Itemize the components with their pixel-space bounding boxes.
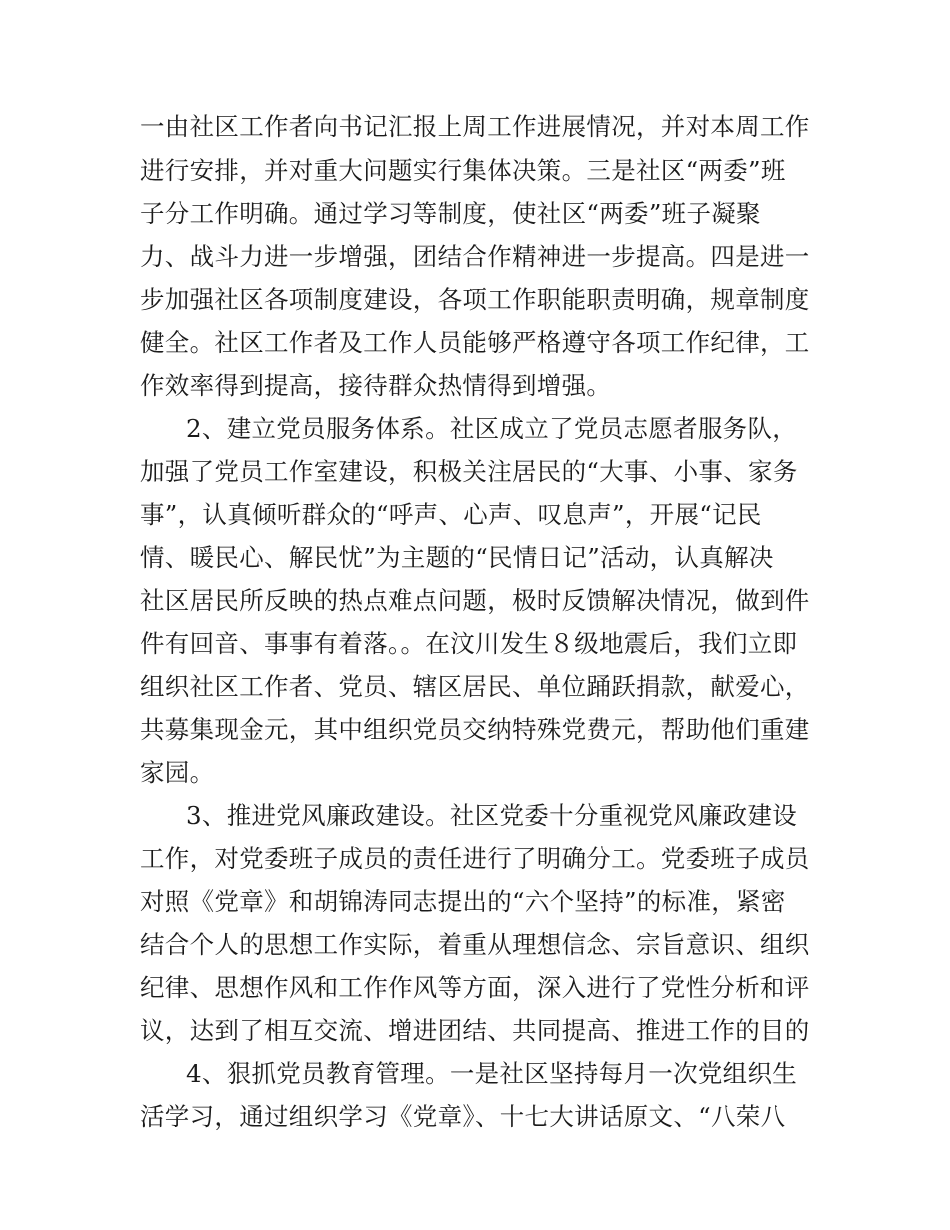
paragraph-start-line: 2、建立党员服务体系。社区成立了党员志愿者服务队， <box>186 414 798 443</box>
text-line: 进行安排，并对重大问题实行集体决策。三是社区“两委”班 <box>140 156 786 185</box>
text-line: 共募集现金元，其中组织党员交纳特殊党费元，帮助他们重建 <box>140 715 810 744</box>
text-line: 活学习，通过组织学习《党章》、十七大讲话原文、“八荣八 <box>140 1102 786 1131</box>
text-line: 件有回音、事事有着落。。在汶川发生８级地震后，我们立即 <box>140 629 798 658</box>
text-line: 作效率得到提高，接待群众热情得到增强。 <box>140 371 612 400</box>
text-line: 对照《党章》和胡锦涛同志提出的“六个坚持”的标准，紧密 <box>140 887 786 916</box>
text-line: 情、暖民心、解民忧”为主题的“民情日记”活动，认真解决 <box>140 543 774 572</box>
text-line: 步加强社区各项制度建设，各项工作职能职责明确，规章制度 <box>140 285 810 314</box>
text-line: 社区居民所反映的热点难点问题，极时反馈解决情况，做到件 <box>140 586 810 615</box>
text-line: 健全。社区工作者及工作人员能够严格遵守各项工作纪律，工 <box>140 328 810 357</box>
text-line: 加强了党员工作室建设，积极关注居民的“大事、小事、家务 <box>140 457 798 486</box>
paragraph-start-line: 3、推进党风廉政建设。社区党委十分重视党风廉政建设 <box>186 801 798 830</box>
text-line: 组织社区工作者、党员、辖区居民、单位踊跃捐款，献爱心， <box>140 672 810 701</box>
text-line: 力、战斗力进一步增强，团结合作精神进一步提高。四是进一 <box>140 242 810 271</box>
text-line: 一由社区工作者向书记汇报上周工作进展情况，并对本周工作 <box>140 112 810 141</box>
paragraph-start-line: 4、狠抓党员教育管理。一是社区坚持每月一次党组织生 <box>186 1059 798 1088</box>
text-line: 纪律、思想作风和工作作风等方面，深入进行了党性分析和评 <box>140 973 810 1002</box>
text-line: 子分工作明确。通过学习等制度，使社区“两委”班子凝聚 <box>140 199 761 228</box>
text-line: 事”，认真倾听群众的“呼声、心声、叹息声”，开展“记民 <box>140 500 762 529</box>
text-line: 结合个人的思想工作实际，着重从理想信念、宗旨意识、组织 <box>140 930 810 959</box>
text-line: 议，达到了相互交流、增进团结、共同提高、推进工作的目的 <box>140 1016 810 1045</box>
text-line: 工作，对党委班子成员的责任进行了明确分工。党委班子成员 <box>140 844 810 873</box>
text-line: 家园。 <box>140 758 215 787</box>
